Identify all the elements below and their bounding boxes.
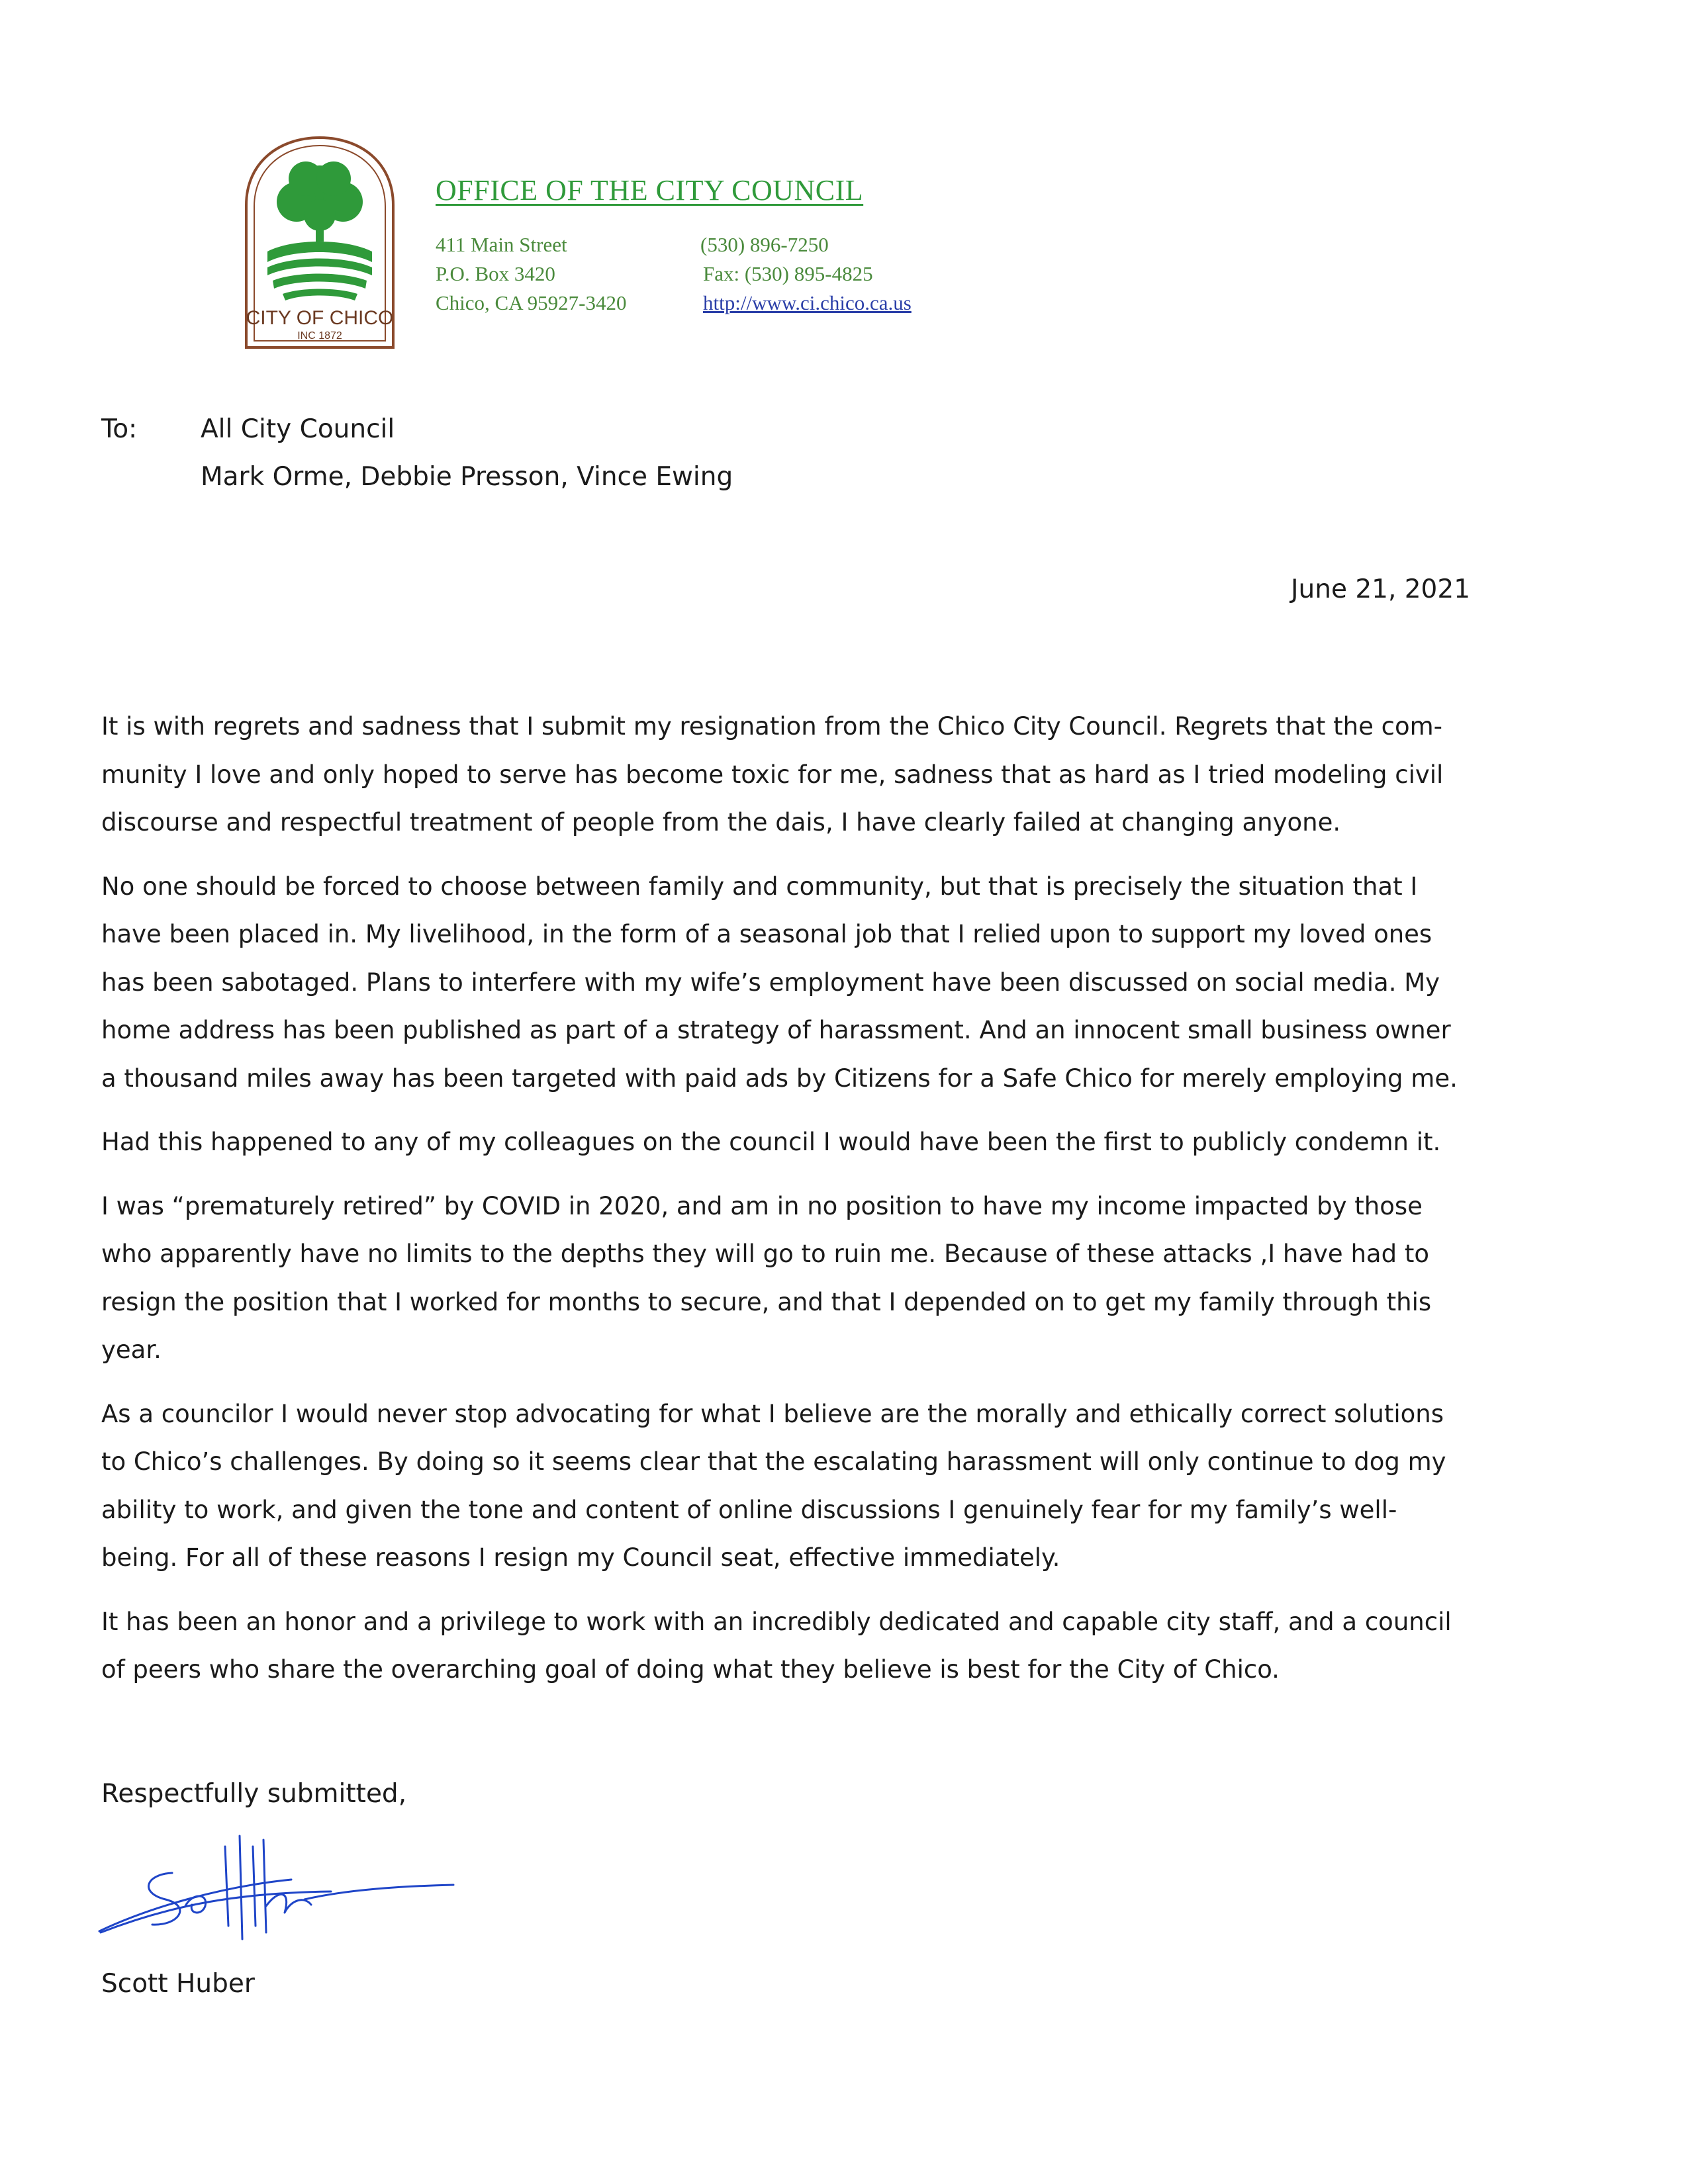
paragraph-5 — [101, 1390, 1584, 1582]
paragraph-1 — [101, 703, 1584, 847]
body-line: has been sabotaged. Plans to interfere with my wife’s employment have been discussed on social media. My — [101, 968, 1440, 997]
office-phone: (530) 896-7250 — [700, 233, 829, 256]
paragraph-2 — [101, 863, 1584, 1103]
body-line: home address has been published as part of a strategy of harassment. And an innocent small business owner — [101, 1016, 1451, 1044]
signer-name: Scott Huber — [101, 1969, 255, 1999]
recipient-label: To: — [101, 414, 138, 444]
body-line: I was “prematurely retired” by COVID in 2020, and am in no position to have my income impacted by those — [101, 1191, 1423, 1220]
office-contact — [700, 230, 912, 318]
paragraph-3 — [101, 1118, 1584, 1167]
letter-body — [101, 703, 1584, 1694]
body-line: resign the position that I worked for months to secure, and that I depended on to get my family through this — [101, 1287, 1432, 1316]
closing-line: Respectfully submitted, — [101, 1779, 407, 1809]
office-address — [436, 230, 626, 318]
body-line: being. For all of these reasons I resign my Council seat, effective immediately. — [101, 1543, 1060, 1572]
body-line: of peers who share the overarching goal of doing what they believe is best for the City of Chico. — [101, 1655, 1280, 1684]
body-line: ability to work, and given the tone and content of online discussions I genuinely fear for my family’s well- — [101, 1495, 1397, 1524]
handwritten-signature — [93, 1827, 463, 1952]
office-fax: Fax: (530) 895-4825 — [703, 262, 873, 285]
body-line: year. — [101, 1336, 162, 1364]
body-line: As a councilor I would never stop advocating for what I believe are the morally and ethically correct solutions — [101, 1399, 1444, 1428]
address-po-box: P.O. Box 3420 — [436, 262, 555, 285]
recipient-line-2: Mark Orme, Debbie Presson, Vince Ewing — [201, 462, 733, 492]
body-line: Had this happened to any of my colleagues on the council I would have been the first to publicly condemn it. — [101, 1128, 1441, 1156]
body-line: munity I love and only hoped to serve has become toxic for me, sadness that as hard as I tried modeling civil — [101, 760, 1444, 789]
body-line: No one should be forced to choose between family and community, but that is precisely the situation that I — [101, 872, 1418, 901]
body-line: to Chico’s challenges. By doing so it seems clear that the escalating harassment will only continue to dog my — [101, 1447, 1446, 1476]
body-line: who apparently have no limits to the depths they will go to ruin me. Because of these attacks ,I have had to — [101, 1240, 1429, 1268]
address-street: 411 Main Street — [436, 233, 567, 256]
seal-city-name: CITY OF CHICO — [246, 307, 394, 329]
city-of-chico-seal-logo — [233, 132, 406, 357]
body-line: It is with regrets and sadness that I submit my resignation from the Chico City Council. Regrets that the com- — [101, 712, 1442, 741]
address-city: Chico, CA 95927-3420 — [436, 291, 627, 314]
paragraph-4 — [101, 1183, 1584, 1375]
seal-incorporated-year: INC 1872 — [297, 330, 342, 341]
letter-date: June 21, 2021 — [1291, 574, 1471, 604]
recipient-line-1: All City Council — [201, 414, 395, 444]
body-line: a thousand miles away has been targeted with paid ads by Citizens for a Safe Chico for merely employing me. — [101, 1064, 1458, 1093]
body-line: have been placed in. My livelihood, in the form of a seasonal job that I relied upon to support my loved ones — [101, 920, 1432, 948]
office-website-link[interactable]: http://www.ci.chico.ca.us — [703, 291, 912, 314]
office-title: OFFICE OF THE CITY COUNCIL — [436, 174, 864, 206]
body-line: discourse and respectful treatment of people from the dais, I have clearly failed at changing anyone. — [101, 808, 1341, 837]
paragraph-6 — [101, 1598, 1584, 1694]
body-line: It has been an honor and a privilege to work with an incredibly dedicated and capable city staff, and a council — [101, 1607, 1452, 1636]
